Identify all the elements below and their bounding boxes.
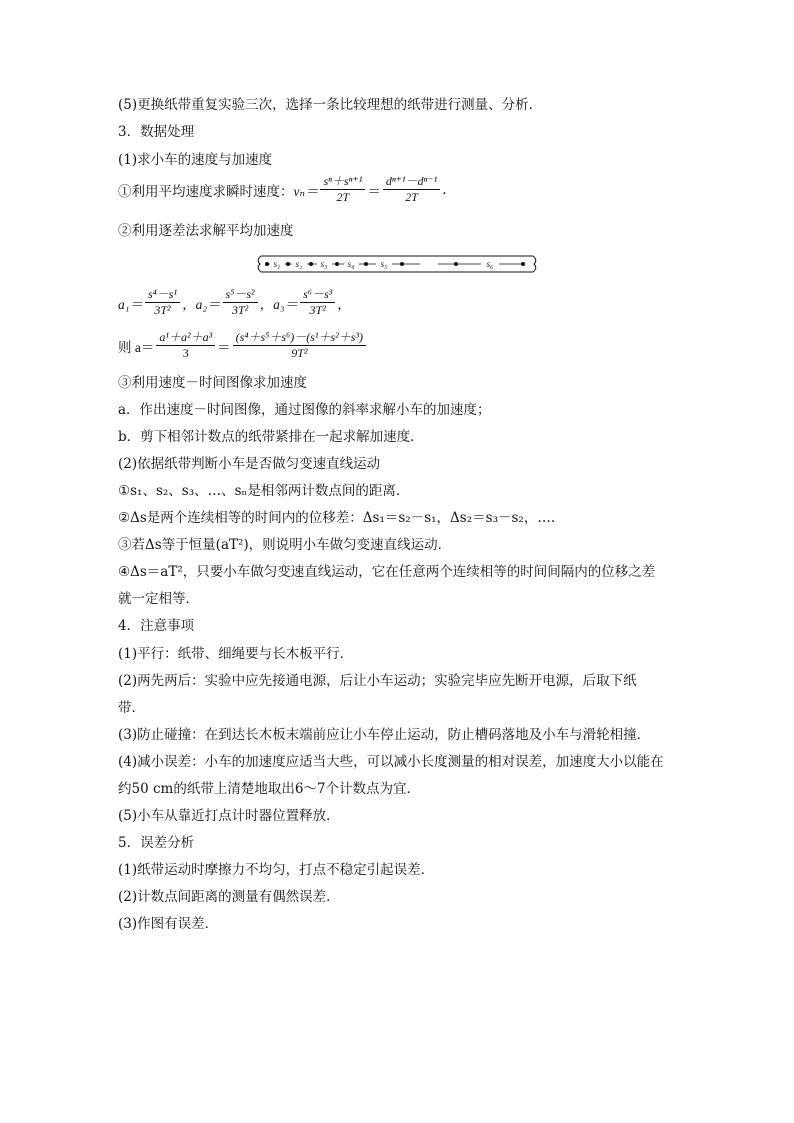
tape-dot [521, 262, 524, 265]
tape-dot [400, 262, 403, 265]
acceleration-formulas [118, 287, 351, 318]
section-4-heading: 4．注意事项 [118, 618, 195, 634]
avg-num-1: a¹＋a²＋a³ [156, 330, 215, 346]
error-1-line: (1)纸带运动时摩擦力不均匀，打点不稳定引起误差． [118, 862, 435, 878]
avg-fraction-2 [233, 330, 366, 361]
section-3-heading: 3．数据处理 [118, 124, 195, 140]
subsection-1-heading: (1)求小车的速度与加速度 [118, 152, 273, 168]
avg-prefix: 则 a＝ [118, 339, 155, 355]
tape-dot [265, 262, 268, 265]
fraction-2 [383, 174, 440, 205]
tape-label-s4: s₄ [347, 259, 355, 269]
equals-sign: ＝ [367, 183, 381, 200]
a2-den: 3T² [231, 303, 249, 317]
tape-label-s5: s₅ [380, 259, 388, 269]
note-1-line: (1)平行：纸带、细绳要与长木板平行． [118, 646, 354, 662]
tape-dot [286, 262, 289, 265]
a3-den: 3T² [309, 303, 326, 317]
note-4-continued: 约50 cm的纸带上清楚地取出6～7个计数点为宜． [118, 781, 421, 797]
avg-den-2: 9T² [291, 346, 308, 360]
note-2-continued: 带． [118, 700, 145, 716]
a3-fraction [300, 287, 335, 318]
method-2-line: ②利用逐差法求解平均加速度 [118, 223, 294, 239]
a2-num: s⁵－s² [223, 287, 258, 303]
subsection-2-heading: (2)依据纸带判断小车是否做匀变速直线运动 [118, 456, 381, 472]
a3-num: s⁶－s³ [300, 287, 335, 303]
fraction-2-num: dⁿ⁺¹－dⁿ⁻¹ [383, 174, 440, 190]
tape-label-s3: s₃ [320, 259, 328, 269]
section-5-heading: 5．误差分析 [118, 835, 195, 851]
item-a-line: a．作出速度－时间图像，通过图像的斜率求解小车的加速度； [118, 402, 491, 418]
note-5-line: (5)小车从靠近打点计时器位置释放． [118, 808, 340, 824]
a1-num: s⁴－s¹ [145, 287, 180, 303]
tape-dot [364, 262, 367, 265]
paper-tape-diagram [255, 254, 539, 274]
point-1-line: ①s₁、s₂、s₃、…、sₙ是相邻两计数点间的距离． [118, 483, 410, 499]
end-period: . [442, 181, 447, 198]
average-acceleration-formula [118, 330, 368, 361]
error-3-line: (3)作图有误差． [118, 916, 219, 932]
point-4-continued: 就一定相等． [118, 591, 199, 607]
a1-den: 3T² [154, 303, 171, 317]
tape-label-s2: s₂ [295, 259, 303, 269]
formula-label: ①利用平均速度求瞬时速度： [118, 183, 294, 200]
tape-label-s1: s₁ [273, 259, 281, 269]
a2-label: ，a₂＝ [182, 296, 221, 312]
note-4-line: (4)减小误差：小车的加速度应适当大些，可以减小长度测量的相对误差，加速度大小以能在 [118, 754, 664, 770]
avg-den-1: 3 [182, 346, 189, 360]
a-end: ， [337, 296, 351, 313]
point-2-line: ②Δs是两个连续相等的时间内的位移差：Δs₁＝s₂－s₁，Δs₂＝s₃－s₂，…. [118, 510, 556, 526]
note-2-line: (2)两先两后：实验中应先接通电源，后让小车运动；实验完毕应先断开电源，后取下纸 [118, 673, 637, 689]
tape-label-s6: s₆ [486, 259, 494, 269]
fraction-1-num: sⁿ＋sⁿ⁺¹ [320, 174, 365, 190]
a3-label: ，a₃＝ [259, 296, 299, 312]
avg-num-2: (s⁴＋s⁵＋s⁶)－(s¹＋s²＋s³) [233, 330, 366, 346]
tape-dot [454, 262, 457, 265]
a1-label: a₁＝ [118, 296, 143, 312]
avg-fraction-1 [156, 330, 215, 361]
avg-equals: ＝ [217, 339, 231, 356]
v-lhs: vₙ＝ [293, 183, 319, 199]
tape-dot [309, 262, 312, 265]
fraction-2-den: 2T [405, 190, 418, 204]
a2-fraction [223, 287, 258, 318]
tape-dot [335, 262, 338, 265]
a1-fraction [145, 287, 180, 318]
instant-velocity-formula [118, 174, 447, 205]
point-4-line: ④Δs＝aT²，只要小车做匀变速直线运动，它在任意两个连续相等的时间间隔内的位移之差 [118, 564, 656, 580]
item-b-line: b．剪下相邻计数点的纸带紧排在一起求解加速度． [118, 429, 424, 445]
point-3-line: ③若Δs等于恒量(aT²)，则说明小车做匀变速直线运动． [118, 537, 452, 553]
note-3-line: (3)防止碰撞：在到达长木板末端前应让小车停止运动，防止槽码落地及小车与滑轮相撞． [118, 727, 651, 743]
method-3-line: ③利用速度－时间图像求加速度 [118, 375, 307, 391]
fraction-1-den: 2T [336, 190, 350, 204]
step-5-line: (5)更换纸带重复实验三次，选择一条比较理想的纸带进行测量、分析． [118, 97, 543, 113]
fraction-1 [320, 174, 365, 205]
error-2-line: (2)计数点间距离的测量有偶然误差． [118, 889, 340, 905]
